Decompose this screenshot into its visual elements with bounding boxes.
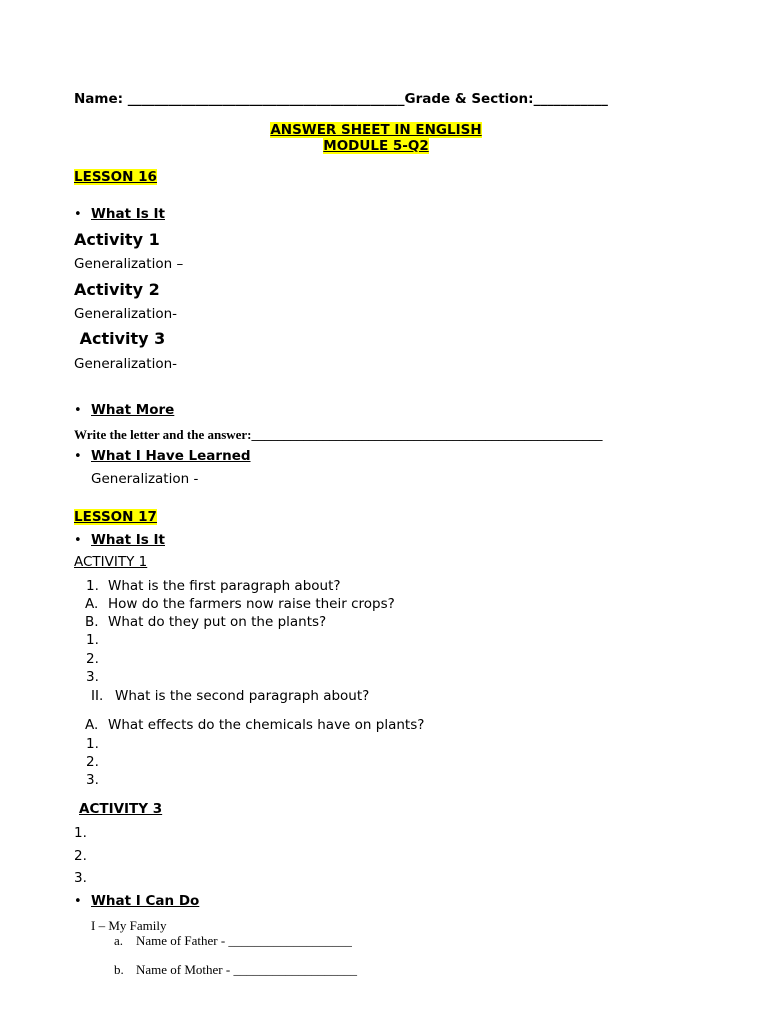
- title-line1-text: ANSWER SHEET IN ENGLISH: [270, 122, 482, 138]
- answer-item-1[interactable]: 1.: [86, 736, 99, 752]
- qb-text: What do they put on the plants?: [108, 614, 327, 630]
- l16-what-more-heading: What More: [91, 402, 175, 418]
- mother-name-field[interactable]: Name of Mother - ___________________: [136, 962, 357, 977]
- qa-letter: A.: [85, 596, 99, 612]
- q1-text: What is the first paragraph about?: [108, 578, 341, 594]
- lesson-17-title: LESSON 17: [74, 509, 157, 525]
- title-line2-text: MODULE 5-Q2: [323, 138, 429, 154]
- name-blank[interactable]: _________________________________________: [127, 91, 405, 107]
- lesson-16-title: LESSON 16: [74, 169, 157, 185]
- qb-letter: B.: [85, 614, 99, 630]
- q2-number: II.: [91, 688, 104, 704]
- answer-item-1[interactable]: 1.: [86, 632, 99, 648]
- l16-activity-2-heading: Activity 2: [74, 280, 160, 299]
- answer-item-2[interactable]: 2.: [86, 754, 99, 770]
- qa2-letter: A.: [85, 717, 99, 733]
- l17-what-can-do-heading: What I Can Do: [91, 893, 200, 909]
- lesson-16-heading: [74, 171, 157, 185]
- write-letter-line: [74, 428, 603, 441]
- qa2-text: What effects do the chemicals have on plants?: [108, 717, 425, 733]
- answer-item-3[interactable]: 3.: [86, 669, 99, 685]
- father-name-field[interactable]: Name of Father - ___________________: [136, 933, 352, 948]
- bullet-icon: •: [74, 894, 82, 909]
- bullet-icon: •: [74, 449, 82, 464]
- answer-item-2[interactable]: 2.: [86, 651, 99, 667]
- write-letter-label: Write the letter and the answer:: [74, 427, 252, 442]
- bullet-icon: •: [74, 533, 82, 548]
- write-letter-blank[interactable]: ______________________________________________________: [251, 427, 603, 442]
- qa-text: How do the farmers now raise their crops?: [108, 596, 395, 612]
- l17-activity-1-heading: ACTIVITY 1: [74, 554, 148, 570]
- q1-number: 1.: [86, 578, 99, 594]
- l16-generalization-2[interactable]: Generalization-: [74, 306, 178, 322]
- l16-activity-3-heading: Activity 3: [74, 329, 166, 348]
- lesson-17-heading: [74, 511, 157, 525]
- q2-text: What is the second paragraph about?: [115, 688, 370, 704]
- grade-section-label: Grade & Section:: [404, 91, 534, 107]
- document-title-line1: [0, 124, 752, 138]
- activity3-item-3[interactable]: 3.: [74, 870, 87, 886]
- father-letter: a.: [114, 933, 124, 948]
- l17-activity-3-heading: ACTIVITY 3: [79, 801, 163, 817]
- my-family-label: I – My Family: [91, 918, 167, 933]
- l16-generalization-3[interactable]: Generalization-: [74, 356, 178, 372]
- answer-item-3[interactable]: 3.: [86, 772, 99, 788]
- document-title-line2: [0, 140, 752, 154]
- mother-letter: b.: [114, 962, 124, 977]
- bullet-icon: •: [74, 403, 82, 418]
- l16-generalization-4[interactable]: Generalization -: [91, 471, 199, 487]
- activity3-item-1[interactable]: 1.: [74, 825, 87, 841]
- l17-what-is-it-heading: What Is It: [91, 532, 165, 548]
- bullet-icon: •: [74, 207, 82, 222]
- l16-activity-1-heading: Activity 1: [74, 230, 160, 249]
- activity3-item-2[interactable]: 2.: [74, 848, 87, 864]
- name-label: Name:: [74, 91, 128, 107]
- grade-section-blank[interactable]: ___________: [533, 91, 608, 107]
- l16-generalization-1[interactable]: Generalization –: [74, 256, 184, 272]
- l16-what-learned-heading: What I Have Learned: [91, 448, 251, 464]
- l16-what-is-it-heading: What Is It: [91, 206, 165, 222]
- name-line: [74, 93, 608, 107]
